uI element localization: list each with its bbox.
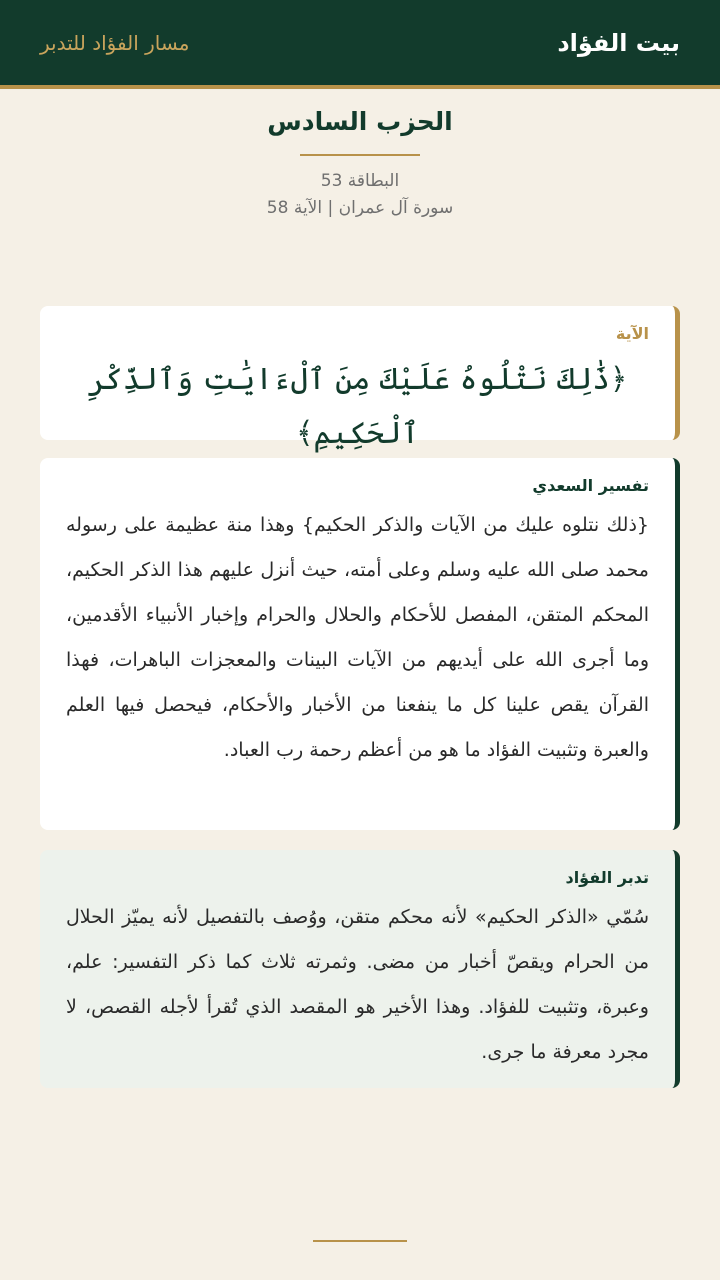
header-accent-line: [0, 85, 720, 89]
tadabbur-card: [40, 850, 680, 1088]
title-block: [0, 100, 720, 222]
ayah-text: ﴿ذَٰلِكَ نَتْلُوهُ عَلَيْكَ مِنَ ٱلْءَايَٰتِ وَٱلذِّكْرِ ٱلْحَكِيمِ﴾: [87, 362, 628, 451]
bottom-divider: [313, 1240, 407, 1242]
path-link[interactable]: مسار الفؤاد للتدبر: [40, 30, 190, 55]
ayah-label: الآية: [615, 324, 649, 343]
tafsir-card: [40, 458, 680, 830]
hizb-title: الحزب السادس: [267, 107, 453, 136]
title-divider: [300, 154, 420, 156]
tafsir-label: تفسير السعدي: [532, 476, 649, 495]
tafsir-text: {ذلك نتلوه عليك من الآيات والذكر الحكيم} وهذا منة عظيمة على رسوله محمد صلى الله عليه وسلم وعلى أمته، حيث أنزل عليهم هذا الذكر الحكيم، المحكم المتقن، المفصل للأحكام والحلال والحرام وإخبار الأنبياء الأقدمين، وما أجرى الله على أيديهم من الآيات البينات والمعجزات الباهرات، فهذا القرآن يقص علينا كل ما ينفعنا من الأخبار والأحكام، فيحصل فيها العلم والعبرة وتثبيت الفؤاد ما هو من أعظم رحمة رب العباد.: [66, 514, 649, 761]
top-bar: [0, 0, 720, 85]
verse-reference: سورة آل عمران | الآية 58: [266, 198, 454, 218]
brand-title[interactable]: بيت الفؤاد: [557, 28, 680, 57]
ayah-card: [40, 306, 680, 451]
tadabbur-text: سُمّي «الذكر الحكيم» لأنه محكم متقن، ووُصف بالتفصيل لأنه يميّز الحلال من الحرام ويقصّ أخبار من مضى. وثمرته ثلاث كما ذكر التفسير: علم، وعبرة، وتثبيت للفؤاد. وهذا الأخير هو المقصد الذي تُقرأ لأجله القصص، لا مجرد معرفة ما جرى.: [66, 906, 649, 1063]
tadabbur-label: تدبر الفؤاد: [565, 868, 649, 887]
card-number: البطاقة 53: [320, 171, 400, 191]
